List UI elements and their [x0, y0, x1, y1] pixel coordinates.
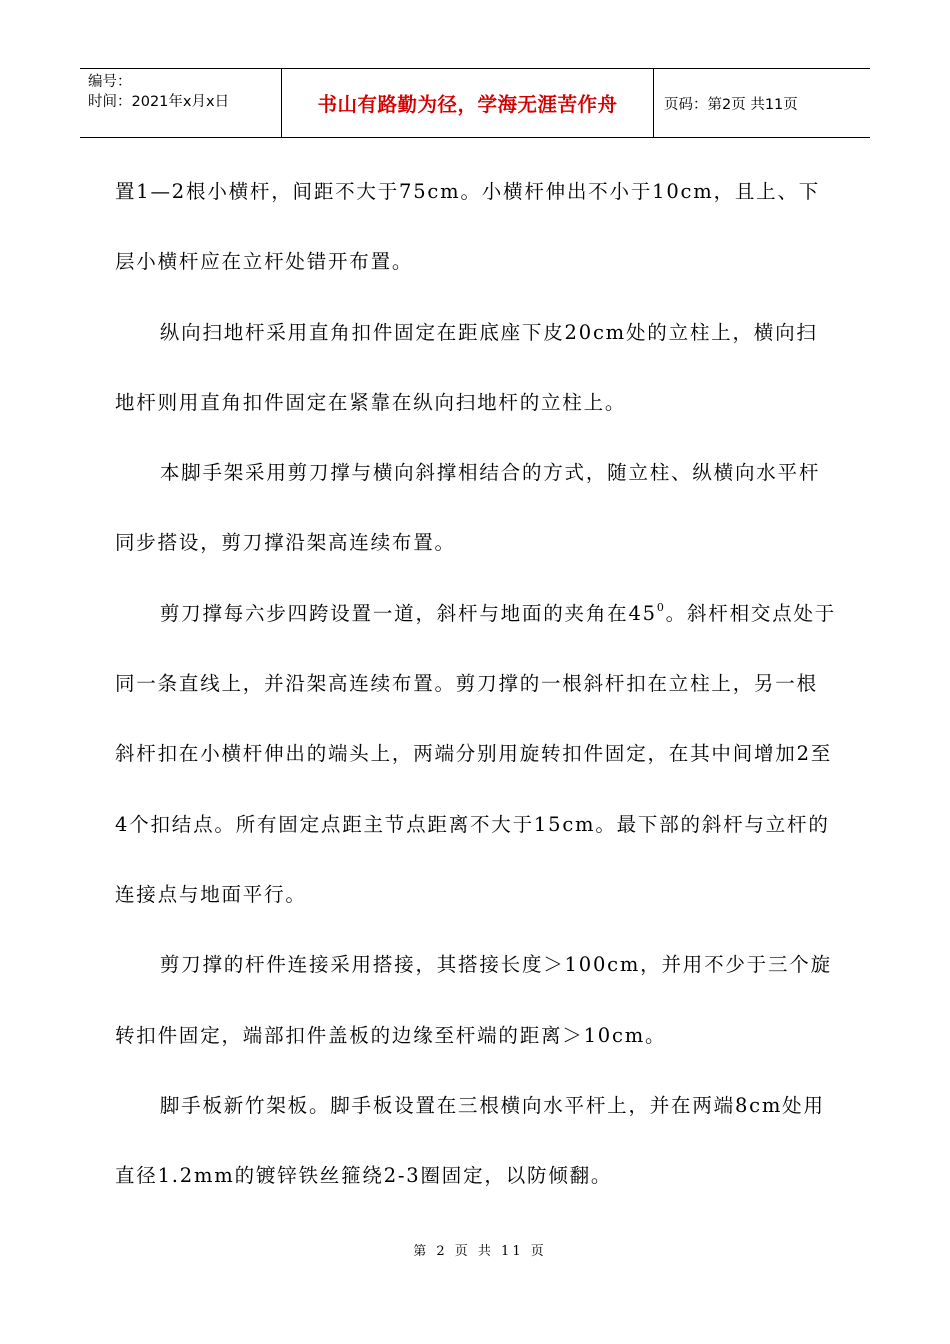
paragraph-lap-joint: 剪刀撑的杆件连接采用搭接，其搭接长度＞100cm，并用不少于三个旋转扣件固定，端部扣件盖板的边缘至杆端的距离＞10cm。: [115, 953, 832, 1047]
page-header: [80, 68, 870, 138]
paragraph-continued: 置1—2根小横杆，间距不大于75cm。小横杆伸出不小于10cm，且上、下层小横杆应在立杆处错开布置。: [115, 180, 821, 274]
header-page-info: 页码：第2页 共11页: [664, 96, 798, 113]
document-date: 时间：2021年x月x日: [88, 94, 230, 110]
paragraph-text-after: 。斜杆相交点处于同一条直线上，并沿架高连续布置。剪刀撑的一根斜杆扣在立柱上，另一根斜杆扣在小横杆伸出的端头上，两端分别用旋转扣件固定，在其中间增加2至4个扣结点。所有固定点距主节点距离不大于15cm。最下部的斜杆与立杆的连接点与地面平行。: [115, 601, 837, 906]
paragraph-scaffold-board: 脚手板新竹架板。脚手板设置在三根横向水平杆上，并在两端8cm处用直径1.2mm的镀锌铁丝箍绕2-3圈固定，以防倾翻。: [115, 1093, 825, 1188]
degree-superscript: 0: [656, 600, 666, 614]
header-motto: 书山有路勤为径，学海无涯苦作舟: [282, 69, 654, 137]
paragraph-text-before: 剪刀撑每六步四跨设置一道，斜杆与地面的夹角在45: [159, 601, 657, 625]
page-footer: 第 2 页 共 11 页: [413, 1244, 547, 1259]
paragraph-bracing-method: 本脚手架采用剪刀撑与横向斜撑相结合的方式，随立柱、纵横向水平杆同步搭设，剪刀撑沿架高连续布置。: [115, 461, 821, 555]
document-body: [115, 157, 838, 1211]
paragraph-sweep-rod: 纵向扫地杆采用直角扣件固定在距底座下皮20cm处的立柱上，横向扫地杆则用直角扣件固定在紧靠在纵向扫地杆的立柱上。: [115, 320, 818, 414]
document-number-label: 编号：: [88, 74, 132, 90]
paragraph-scissor-brace-spacing: [115, 579, 838, 930]
header-meta: [80, 69, 282, 137]
